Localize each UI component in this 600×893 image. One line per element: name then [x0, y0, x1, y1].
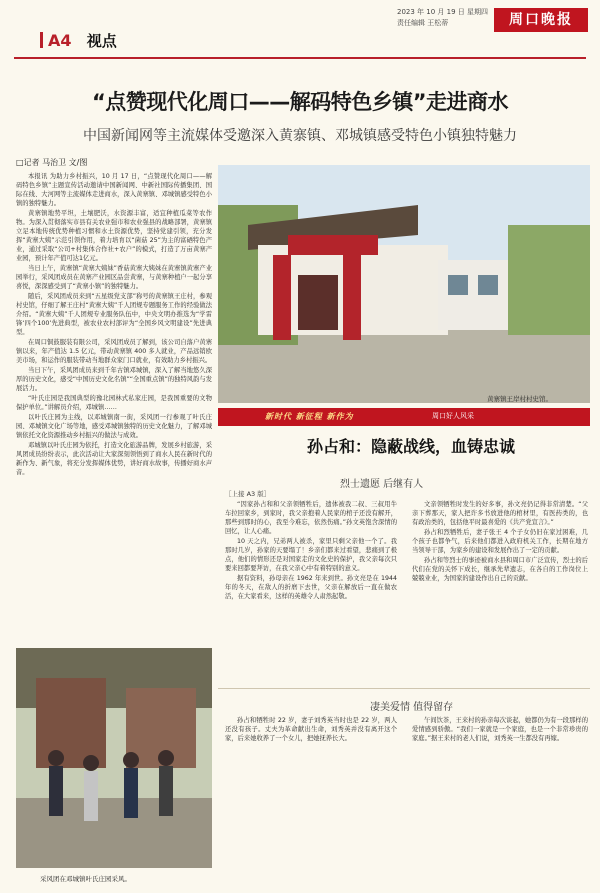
feature-right-column [412, 500, 588, 680]
feature-paragraph: 10 天之内，兄弟两人被杀，家里只剩父亲他一个了。我那时几岁，孙家的天要塌了！乡亲们都来过看望，悲痛到了极点，他们的情形还是对国家走的文化史的保护，我父亲每次只要来回都要拜访，在我父亲心中有着特别的意义。 [225, 538, 397, 572]
lead-paragraph: 本报讯 为助力乡村振兴，10 月 17 日，“点赞现代化周口——解码特色乡镇”主题宣传活动邀请中国新闻网、中新社国际传播集团、国际在线、大河网等主流媒体走进商水，深入黄寨镇、邓城镇感受特色小镇的独特魅力。 [16, 173, 212, 207]
masthead-rule [14, 57, 586, 59]
lead-paragraph: 当日上午，黄寨镇“黄寨大姨妹”香菇黄寨大姨妹在黄寨镇黄寨产业园举行，采风团成员在黄寨产业园区品尝黄寨，与黄寨种植户一起分享喜悦，深深感受到了“黄寨小镇”的独特魅力。 [16, 265, 212, 290]
article-byline: □记者 马治卫 文/图 [16, 158, 88, 167]
banner-slogan: 新时代 新征程 新作为 [265, 412, 354, 421]
village-gate-photo [218, 165, 590, 403]
continuation-source: ［上接 A3 版］ [225, 490, 271, 498]
feature-paragraph: 据有资料，孙母亲在 1962 年来到世。孙文亮是在 1944 年的冬天，在敌人的折磨下去世，父亲在解放后一直在做农活，在大家看来，这样的英雄令人肃然起敬。 [225, 575, 397, 600]
feature-paragraph: “因家孙占和和父亲领牺牲后，遗体被我二叔、三叔用牛车拉回家乡，到家时，我父亲抱着人民家的棺子还没有解开，那些到那时的心，我至今难忘，依然伤痛。”孙文英饱含深情的回忆，让人心痛。 [225, 501, 397, 535]
lead-paragraph: 黄寨镇地势平坦，土壤肥沃，水资源丰富，适宜种植瓜菜等农作物。为深入贯彻落实市县有关农业强市和农业强县的战略部署，黄寨镇立足本地传统优势种植习惯和水土资源优势，坚持党建引领，充分发挥“黄寨大姨”示范引领作用，着力培育以“菌菇 25”为主的富硒特色产业，通过采取“公司+村集体合作社+农户”的模式，打造了万亩黄寨产业园，预计年产值可达1亿元。 [16, 210, 212, 262]
lead-paragraph: 在周口铜鼓服装有限公司，采风团成员了解到，该公司自落户黄寨镇以来，年产值达 1.5 亿元，带动黄寨镇 400 多人就业，产品远销欧美市场，和运作的服装带动当地群众家门口就业，有效助力乡村振兴。 [16, 339, 212, 364]
editors-credit: 责任编辑 王松蒂 [397, 19, 449, 27]
feature-lower-right-column [412, 716, 588, 876]
feature-subtitle-1: 烈士遗愿 后继有人 [340, 479, 424, 490]
village-gate-illustration [218, 165, 590, 403]
feature-lower-left-column [225, 716, 397, 876]
feature-left-column [225, 500, 397, 680]
feature-paragraph: 午间饮茶，王来村的孙亲每次谈起，她都仍为有一段那样的爱情感到骄傲。“我们一家就是一个家庭，也是一个非常珍贵的家庭。”据王来村的老人们说，刘秀英一生都没有再嫁。 [412, 717, 588, 742]
lead-paragraph: 当日下午，采风团成员来到千年古镇邓城镇，深入了解当地悠久深厚的历史文化，感受“中国历史文化名镇”“全国重点镇”的独特风韵与发展活力。 [16, 367, 212, 392]
section-divider [218, 688, 590, 689]
page-headline: “点赞现代化周口——解码特色乡镇”走进商水 [91, 90, 509, 114]
banner-column-name: 周口好人风采 [432, 412, 474, 420]
lead-article-column-1 [16, 172, 212, 660]
page-subheadline: 中国新闻网等主流媒体受邀深入黄寨镇、邓城镇感受特色小镇独特魅力 [83, 128, 517, 144]
feature-subtitle-2: 凄美爱情 值得留存 [370, 702, 454, 713]
manor-visit-illustration [16, 648, 212, 868]
feature-title: 孙占和：隐蔽战线，血铸忠诚 [306, 437, 515, 456]
lead-paragraph: “叶氏庄园是我国典型的豫北园林式私家庄园，是我国重要的文物保护单位。”讲解员介绍，邓城镇…… [16, 395, 212, 411]
feature-paragraph: 孙占和烈牺牲后，妻子张王 4 个子女仍旧在家过困难，几个孩子也都争气，后来他们都进入政府机关工作，长期在地方当领导干部，为家乡的建设和发展作出了一定的贡献。 [412, 529, 588, 554]
lead-paragraph: 随后，采风团成员来到“五星级党支部”称号的黄寨镇王庄村，参观村史馆，仔细了解王庄村“黄寨大姨”千人团规专题服务工作的经验做法介绍。“黄寨大姨”千人团规专业服务队伍中，中央文明办推选为“学雷锋‘四个100’先进典型，被农业农村部评为“全国乡风文明建设”先进典型。 [16, 293, 212, 336]
section-code: A4 [48, 31, 72, 50]
photo-caption: 黄寨镇王岸村村史馆。 [487, 395, 552, 403]
section-label [40, 30, 117, 51]
feature-paragraph: 文亲领牺牲时发生的好多事，孙文亮仍记得非常清楚。“父亲下葬那天，家人把许多书放进他的棺材里，有医药类的，也有政治类的，包括他平时最喜爱的《共产党宣言》。” [412, 501, 588, 526]
feature-paragraph: 孙占和牺牲时 22 岁，妻子刘秀英当时也是 22 岁，两人还没有孩子。丈夫为革命献出生命，刘秀英并没有离开这个家，后来她收养了一个女儿，把她抚养长大。 [225, 717, 397, 742]
lead-paragraph: 邓城镇以叶氏庄园为依托，打造文化旅游品牌，发展乡村旅游，采风团成员纷纷表示，此次活动让大家深刻领悟到了商水人民在新时代的新作为、新气象，将充分发挥媒体优势，讲好商水故事，传播好商水声音。 [16, 442, 212, 476]
feature-paragraph: 孙占和等烈士的事迹被商水县和周口市广泛宣传，烈士的后代们在党的关怀下成长，继承先辈遗志，在各自的工作岗位上兢兢业业，为国家的建设作出自己的贡献。 [412, 557, 588, 582]
photo-caption: 采风团在邓城镇叶氏庄园采风。 [40, 875, 131, 883]
issue-date: 2023 年 10 月 19 日 星期四 [397, 8, 488, 16]
manor-visit-photo [16, 648, 212, 868]
lead-paragraph: 以叶氏庄园为主线，以邓城镇南一街，采风团一行参观了叶氏庄园、邓城镇文化广场等地，感受邓城镇独特的历史文化魅力，了解邓城镇依托文化资源推动乡村振兴的做法与成效。 [16, 414, 212, 439]
section-name: 视点 [86, 32, 117, 50]
newspaper-logo: 周口晚报 [494, 8, 588, 32]
